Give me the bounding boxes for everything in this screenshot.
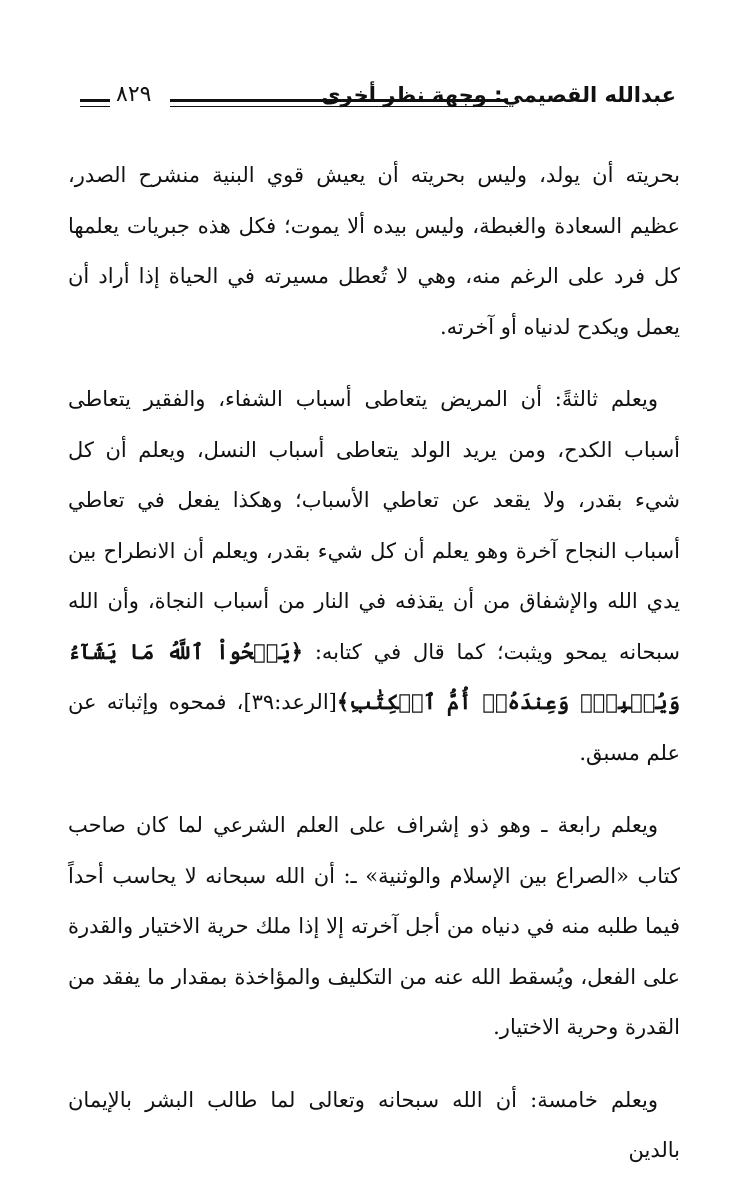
page-body <box>68 150 680 1198</box>
page-number-rule <box>80 99 110 107</box>
paragraph-2-text: ويعلم ثالثةً: أن المريض يتعاطى أسباب الشفاء، والفقير يتعاطى أسباب الكدح، ومن يريد الولد يتعاطى أسباب النسل، ويعلم أن كل شيء بقدر، ولا يقعد عن تعاطي الأسباب؛ وهكذا يفعل في تعاطي أسباب النجاح آخرة وهو يعلم أن كل شيء بقدر، ويعلم أن الانطراح بين يدي الله والإشفاق من أن يقذفه في النار من أسباب النجاة، وأن الله سبحانه يمحو ويثبت؛ كما قال في كتابه: <box>68 387 681 664</box>
paragraph-2 <box>68 374 680 778</box>
paragraph-4: ويعلم خامسة: أن الله سبحانه وتعالى لما طالب البشر بالإيمان بالدين <box>68 1087 680 1162</box>
quran-verse: ﴿يَمۡحُواْ ٱللَّهُ مَا يَشَآءُ وَيُثۡبِتُۖ وَعِندَهُۥٓ أُمُّ ٱلۡكِتَٰبِ﴾ <box>68 638 680 714</box>
paragraph-3: ويعلم رابعة ـ وهو ذو إشراف على العلم الشرعي لما كان صاحب كتاب «الصراع بين الإسلام والوثنية» ـ: أن الله سبحانه لا يحاسب أحداً فيما طلبه منه في دنياه من أجل آخرته إلا إذا ملك حرية الاختيار والقدرة على الفعل، ويُسقط الله عنه من التكليف والمؤاخذة بمقدار ما يفقد من القدرة وحرية الاختيار. <box>68 813 680 1039</box>
page-number: ٨٢٩ <box>116 82 152 107</box>
header-rule <box>170 99 508 107</box>
paragraph-1: بحريته أن يولد، وليس بحريته أن يعيش قوي البنية منشرح الصدر، عظيم السعادة والغبطة، وليس بيده ألا يموت؛ فكل هذه جبريات يعلمها كل فرد على الرغم منه، وهي لا تُعطل مسيرته في الحياة إذا أراد أن يعمل ويكدح لدنياه أو آخرته. <box>68 163 680 339</box>
page-header <box>70 80 676 120</box>
verse-citation: [الرعد:٣٩]، فمحوه وإثباته عن علم مسبق. <box>68 690 680 765</box>
running-title: عبدالله القصيمي: وجهة نظر أخرى <box>321 83 676 107</box>
